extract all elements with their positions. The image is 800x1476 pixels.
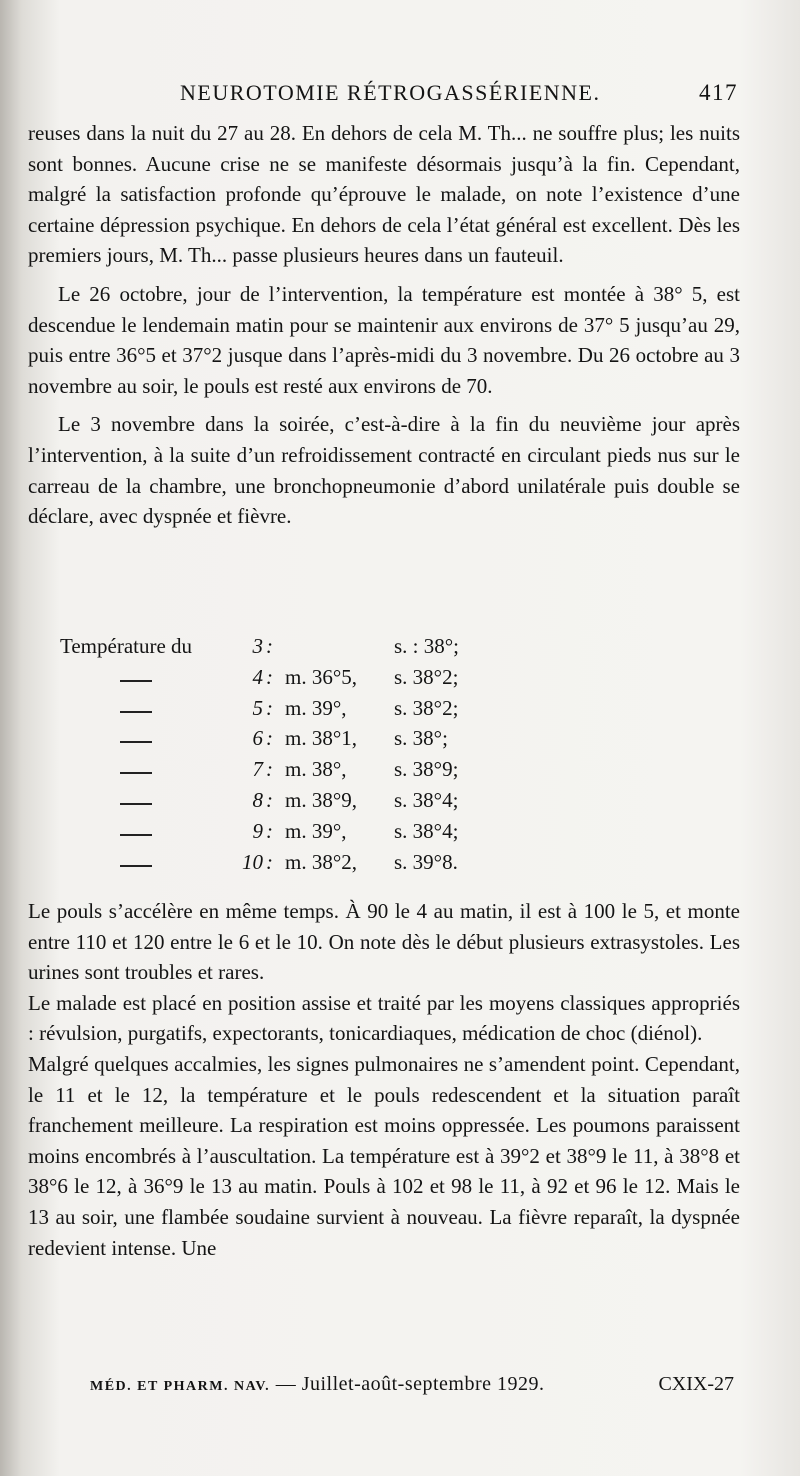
evening-temp: s. 38°;: [394, 726, 448, 751]
temperature-row: [60, 850, 580, 881]
morning-temp: m. 38°9,: [285, 787, 357, 812]
evening-temp: s. 38°2;: [394, 695, 459, 720]
colon: :: [266, 849, 273, 874]
ditto-dash: [120, 741, 152, 743]
ditto-dash: [120, 772, 152, 774]
evening-temp: s. 38°9;: [394, 757, 459, 782]
evening-temp: s. 39°8.: [394, 849, 458, 874]
ditto-dash: [120, 680, 152, 682]
page-header: [180, 80, 738, 112]
morning-temp: m. 38°,: [285, 757, 347, 782]
morning-temp: m. 38°1,: [285, 726, 357, 751]
journal-line: [90, 1373, 545, 1396]
evening-temp: s. : 38°;: [394, 634, 459, 658]
page-number: 417: [699, 80, 738, 105]
temperature-row: [60, 696, 580, 727]
paragraph-4: Le pouls s’accélère en même temps. À 90 le 4 au matin, il est à 100 le 5, et monte entre 110 et 120 entre le 6 et le 10. On note dès le début plusieurs extrasystoles. Les urines sont troubles et rares.: [28, 899, 740, 985]
day: 9: [252, 818, 263, 843]
day: 10: [242, 849, 263, 874]
signature-mark: CXIX-27: [658, 1373, 734, 1395]
morning-temp: m. 39°,: [285, 695, 347, 720]
colon: :: [266, 787, 273, 812]
paragraph-3: Le 3 novembre dans la soirée, c’est-à-dire à la fin du neuvième jour après l’intervention, à la suite d’un refroidissement contracté en circulant pieds nus sur le carreau de la chambre, une bronchopneumonie d’abord unilatérale puis double se déclare, avec dyspnée et fièvre.: [28, 412, 740, 529]
colon: :: [266, 726, 273, 751]
morning-temp: m. 39°,: [285, 818, 347, 843]
temperature-row: [60, 634, 580, 665]
temperature-label: Température du: [60, 634, 193, 658]
paragraph-2: Le 26 octobre, jour de l’intervention, la température est montée à 38° 5, est descendue le lendemain matin pour se maintenir aux environs de 37° 5 jusqu’au 29, puis entre 36°5 et 37°2 jusque dans l’après-midi du 3 novembre. Du 26 octobre au 3 novembre au soir, le pouls est resté aux environs de 70.: [28, 281, 740, 398]
day: 6: [252, 726, 263, 751]
ditto-dash: [120, 865, 152, 867]
colon: :: [266, 757, 273, 782]
colon: :: [266, 695, 273, 720]
journal-date: — Juillet-août-septembre 1929.: [275, 1373, 545, 1395]
running-title: NEUROTOMIE RÉTROGASSÉRIENNE.: [180, 80, 601, 105]
journal-abbrev: MÉD. ET PHARM. NAV.: [90, 1379, 271, 1394]
ditto-dash: [120, 834, 152, 836]
morning-temp: m. 38°2,: [285, 849, 357, 874]
temperature-table: [60, 634, 580, 880]
temperature-row: [60, 788, 580, 819]
colon: :: [266, 634, 273, 658]
temperature-row: [60, 726, 580, 757]
evening-temp: s. 38°4;: [394, 818, 459, 843]
paragraph-6: Malgré quelques accalmies, les signes pulmonaires ne s’amendent point. Cependant, le 11 et le 12, la température et le pouls redescendent et la situation paraît franchement meilleure. La respiration est moins oppressée. Les poumons paraissent moins encombrés à l’auscultation. La température est à 39°2 et 38°9 le 11, à 38°8 et 38°6 le 12, à 36°9 le 13 au matin. Pouls à 102 et 98 le 11, à 92 et 96 le 12. Mais le 13 au soir, une flambée soudaine survient à nouveau. La fièvre reparaît, la dyspnée redevient intense. Une: [28, 1051, 740, 1260]
temperature-row: [60, 819, 580, 850]
morning-temp: m. 36°5,: [285, 664, 357, 689]
paragraph-1: reuses dans la nuit du 27 au 28. En dehors de cela M. Th... ne souffre plus; les nuits sont bonnes. Aucune crise ne se manifeste désormais jusqu’à la fin. Cependant, malgré la satisfaction profonde qu’éprouve le malade, on note l’existence d’une certaine dépression psychique. En dehors de cela l’état général est excellent. Dès les premiers jours, M. Th... passe plusieurs heures dans un fauteuil.: [28, 121, 740, 268]
temperature-row: [60, 757, 580, 788]
body-text-bottom: [28, 896, 740, 1263]
day: 8: [252, 787, 263, 812]
day: 4: [252, 664, 263, 689]
page-footer: [90, 1373, 734, 1403]
day: 3: [252, 634, 263, 658]
colon: :: [266, 818, 273, 843]
ditto-dash: [120, 803, 152, 805]
evening-temp: s. 38°4;: [394, 787, 459, 812]
colon: :: [266, 664, 273, 689]
day: 7: [252, 757, 263, 782]
body-text-top: [28, 118, 740, 532]
day: 5: [252, 695, 263, 720]
paragraph-5: Le malade est placé en position assise et traité par les moyens classiques appropriés : révulsion, purgatifs, expectorants, tonicardiaques, médication de choc (diénol).: [28, 990, 740, 1046]
temperature-row: [60, 665, 580, 696]
evening-temp: s. 38°2;: [394, 664, 459, 689]
ditto-dash: [120, 711, 152, 713]
